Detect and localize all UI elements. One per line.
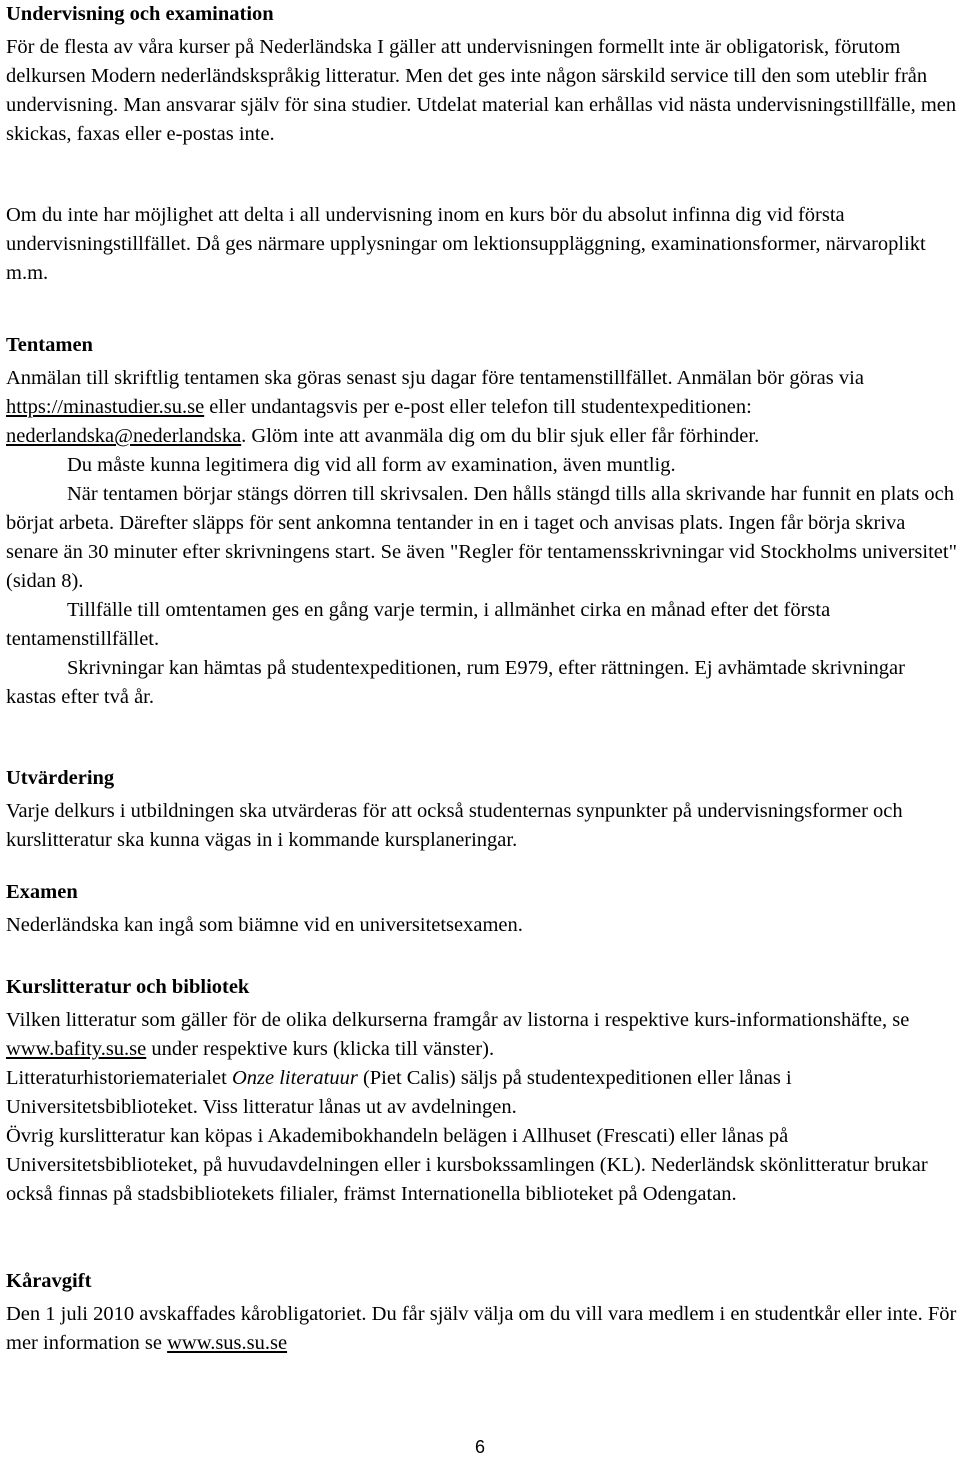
paragraph: Tillfälle till omtentamen ges en gång varje termin, i allmänhet cirka en månad efter det första tentamenstillfället.	[6, 599, 831, 650]
heading-tentamen: Tentamen	[6, 334, 93, 356]
text-span: Litteraturhistoriematerialet	[6, 1067, 232, 1089]
link-minastudier[interactable]: https://minastudier.su.se	[6, 396, 205, 418]
paragraph	[6, 1006, 958, 1064]
paragraph: När tentamen börjar stängs dörren till skrivsalen. Den hålls stängd tills alla skrivande har funnit en plats och börjat arbeta. Därefter släpps för sent ankomna tentander in en i taget och anvisas plats. Ingen får börja skriva senare än 30 minuter efter skrivningens start. Se även "Regler för tentamensskrivningar vid Stockholms universitet" (sidan 8).	[6, 483, 957, 592]
section-tentamen	[6, 331, 958, 712]
section-undervisning-cont	[6, 201, 958, 288]
link-bafity[interactable]: www.bafity.su.se	[6, 1038, 147, 1060]
paragraph	[6, 1300, 958, 1358]
text-span: under respektive kurs (klicka till vänster).	[146, 1038, 495, 1060]
heading-kurslitteratur: Kurslitteratur och bibliotek	[6, 976, 250, 998]
paragraph: Varje delkurs i utbildningen ska utvärderas för att också studenternas synpunkter på undervisningsformer och kurslitteratur ska kunna vägas in i kommande kursplaneringar.	[6, 800, 903, 851]
section-utvardering	[6, 764, 958, 855]
paragraph	[6, 1064, 958, 1122]
text-span: Anmälan till skriftlig tentamen ska göras senast sju dagar före tentamenstillfället. Anmälan bör göras via	[6, 367, 864, 389]
link-email-nederlandska[interactable]: nederlandska@nederlandska	[6, 425, 242, 447]
paragraph: Övrig kurslitteratur kan köpas i Akademibokhandeln belägen i Allhuset (Frescati) eller lånas på Universitetsbiblioteket, på huvudavdelningen eller i kursbokssamlingen (KL). Nederländsk skönlitteratur brukar också finnas på stadsbibliotekets filialer, främst Internationella biblioteket på Odengatan.	[6, 1125, 928, 1205]
text-span: . Glöm inte att avanmäla dig om du blir sjuk eller får förhinder.	[241, 425, 760, 447]
section-examen	[6, 878, 958, 940]
paragraph: Om du inte har möjlighet att delta i all undervisning inom en kurs bör du absolut infinna dig vid första undervisningstillfället. Då ges närmare upplysningar om lektionsuppläggning, examinationsformer, närvaroplikt m.m.	[6, 204, 926, 284]
paragraph: Skrivningar kan hämtas på studentexpeditionen, rum E979, efter rättningen. Ej avhämtade skrivningar kastas efter två år.	[6, 657, 905, 708]
heading-utvardering: Utvärdering	[6, 767, 115, 789]
heading-undervisning: Undervisning och examination	[6, 3, 274, 25]
section-karavgift	[6, 1267, 958, 1358]
text-span: Den 1 juli 2010 avskaffades kårobligatoriet. Du får själv välja om du vill vara medlem i en studentkår eller inte. För mer information se	[6, 1303, 957, 1354]
paragraph: Nederländska kan ingå som biämne vid en universitetsexamen.	[6, 914, 523, 936]
section-kurslitteratur	[6, 973, 958, 1209]
paragraph: För de flesta av våra kurser på Nederländska I gäller att undervisningen formellt inte är obligatorisk, förutom delkursen Modern nederländskspråkig litteratur. Men det ges inte någon särskild service till den som uteblir från undervisning. Man ansvarar själv för sina studier. Utdelat material kan erhållas vid nästa undervisningstillfälle, men skickas, faxas eller e-postas inte.	[6, 36, 957, 145]
page-number: 6	[474, 1437, 485, 1457]
heading-karavgift: Kåravgift	[6, 1270, 92, 1292]
book-title: Onze literatuur	[231, 1067, 358, 1089]
paragraph: Du måste kunna legitimera dig vid all form av examination, även muntlig.	[67, 454, 676, 476]
text-span: (Piet Calis) säljs på studentexpeditionen eller lånas i Universitetsbiblioteket. Viss litteratur lånas ut av avdelningen.	[6, 1067, 792, 1118]
section-undervisning	[6, 0, 958, 149]
heading-examen: Examen	[6, 881, 78, 903]
text-span: eller undantagsvis per e-post eller telefon till studentexpeditionen:	[204, 396, 752, 418]
text-span: Vilken litteratur som gäller för de olika delkurserna framgår av listorna i respektive kurs-informationshäfte, se	[6, 1009, 910, 1031]
link-sus[interactable]: www.sus.su.se	[167, 1332, 288, 1354]
paragraph	[6, 364, 958, 451]
